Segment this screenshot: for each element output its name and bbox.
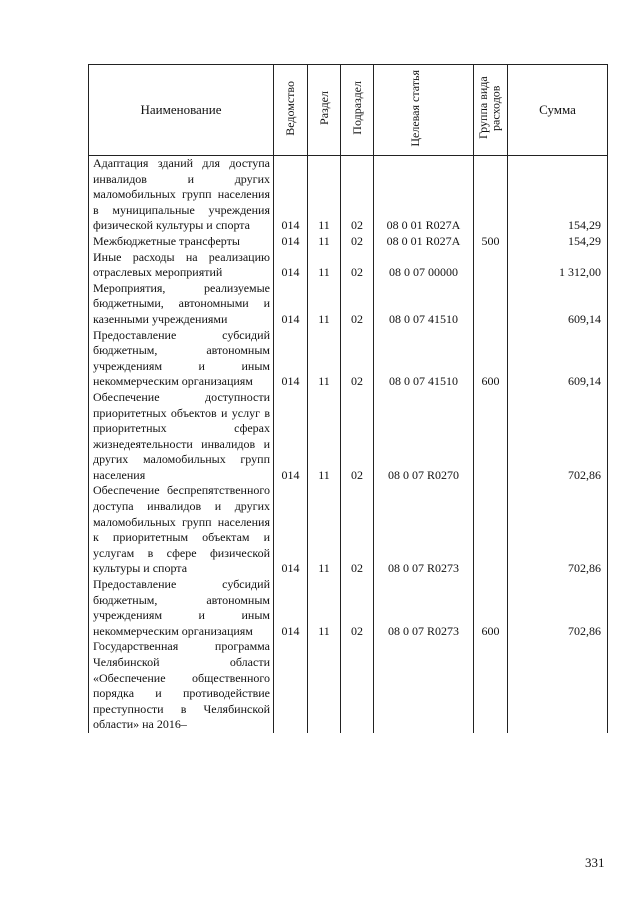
row-subsection (341, 639, 374, 733)
row-department: 014 (274, 328, 308, 390)
header-subsection: Подраздел (349, 81, 364, 135)
row-subsection: 02 (341, 156, 374, 234)
header-department: Ведомство (283, 80, 298, 136)
row-department: 014 (274, 156, 308, 234)
row-name: Мероприятия, реализуемые бюджетными, автономными и казенными учреждениями (89, 281, 274, 328)
row-subsection: 02 (341, 390, 374, 484)
table-row (89, 390, 608, 484)
row-name: Межбюджетные трансферты (89, 234, 274, 250)
row-name: Иные расходы на реализацию отраслевых мероприятий (89, 250, 274, 281)
row-name: Обеспечение доступности приоритетных объектов и услуг в приоритетных сферах жизнедеятельности инвалидов и других маломобильных групп населения (89, 390, 274, 484)
row-department (274, 639, 308, 733)
row-amount (508, 639, 608, 733)
row-target-article (374, 639, 474, 733)
row-amount: 702,86 (508, 483, 608, 577)
row-name: Адаптация зданий для доступа инвалидов и других маломобильных групп населения в муниципальные учреждения физической культуры и спорта (89, 156, 274, 234)
row-section (308, 639, 341, 733)
row-target-article: 08 0 07 R0273 (374, 483, 474, 577)
row-name: Обеспечение беспрепятственного доступа инвалидов и других маломобильных групп населения к приоритетным объектам и услугам в сфере физической культуры и спорта (89, 483, 274, 577)
row-section: 11 (308, 156, 341, 234)
row-section: 11 (308, 250, 341, 281)
row-expense-group: 600 (474, 577, 508, 639)
row-amount: 702,86 (508, 577, 608, 639)
row-section: 11 (308, 281, 341, 328)
row-expense-group (474, 281, 508, 328)
row-expense-group (474, 390, 508, 484)
row-expense-group: 600 (474, 328, 508, 390)
row-name: Предоставление субсидий бюджетным, автономным учреждениям и иным некоммерческим организациям (89, 577, 274, 639)
row-amount: 1 312,00 (508, 250, 608, 281)
row-target-article: 08 0 01 R027A (374, 156, 474, 234)
row-amount: 154,29 (508, 234, 608, 250)
row-target-article: 08 0 07 R0273 (374, 577, 474, 639)
table-row (89, 639, 608, 733)
table-row (89, 483, 608, 577)
header-expense-group-cell (474, 65, 508, 156)
table-row (89, 250, 608, 281)
header-amount: Сумма (508, 65, 608, 156)
table-row (89, 234, 608, 250)
row-target-article: 08 0 07 R0270 (374, 390, 474, 484)
row-section: 11 (308, 577, 341, 639)
row-department: 014 (274, 234, 308, 250)
row-department: 014 (274, 390, 308, 484)
row-department: 014 (274, 281, 308, 328)
row-amount: 154,29 (508, 156, 608, 234)
row-target-article: 08 0 07 41510 (374, 328, 474, 390)
header-target-article: Целевая статья (407, 69, 422, 147)
header-department-cell (274, 65, 308, 156)
row-section: 11 (308, 483, 341, 577)
row-amount: 609,14 (508, 328, 608, 390)
row-department: 014 (274, 577, 308, 639)
row-target-article: 08 0 07 00000 (374, 250, 474, 281)
row-section: 11 (308, 390, 341, 484)
row-subsection: 02 (341, 328, 374, 390)
row-subsection: 02 (341, 577, 374, 639)
table-body (89, 156, 608, 733)
row-expense-group (474, 156, 508, 234)
table-row (89, 577, 608, 639)
header-section: Раздел (316, 91, 331, 125)
row-department: 014 (274, 483, 308, 577)
row-expense-group (474, 250, 508, 281)
row-section: 11 (308, 234, 341, 250)
row-subsection: 02 (341, 281, 374, 328)
row-expense-group: 500 (474, 234, 508, 250)
row-subsection: 02 (341, 250, 374, 281)
table-header (89, 65, 608, 156)
row-name: Государственная программа Челябинской области «Обеспечение общественного порядка и противодействие преступности в Челябинской области» на 2016– (89, 639, 274, 733)
table-row (89, 156, 608, 234)
row-section: 11 (308, 328, 341, 390)
row-name: Предоставление субсидий бюджетным, автономным учреждениям и иным некоммерческим организациям (89, 328, 274, 390)
row-subsection: 02 (341, 234, 374, 250)
row-target-article: 08 0 07 41510 (374, 281, 474, 328)
row-target-article: 08 0 01 R027A (374, 234, 474, 250)
row-expense-group (474, 639, 508, 733)
header-section-cell (308, 65, 341, 156)
header-subsection-cell (341, 65, 374, 156)
header-name: Наименование (89, 65, 274, 156)
row-expense-group (474, 483, 508, 577)
table-row (89, 328, 608, 390)
row-subsection: 02 (341, 483, 374, 577)
row-amount: 609,14 (508, 281, 608, 328)
row-amount: 702,86 (508, 390, 608, 484)
budget-table (88, 64, 608, 733)
row-department: 014 (274, 250, 308, 281)
header-target-article-cell (374, 65, 474, 156)
header-expense-group: Группа вида расходов (475, 76, 503, 140)
page-number: 331 (585, 855, 605, 870)
table-row (89, 281, 608, 328)
